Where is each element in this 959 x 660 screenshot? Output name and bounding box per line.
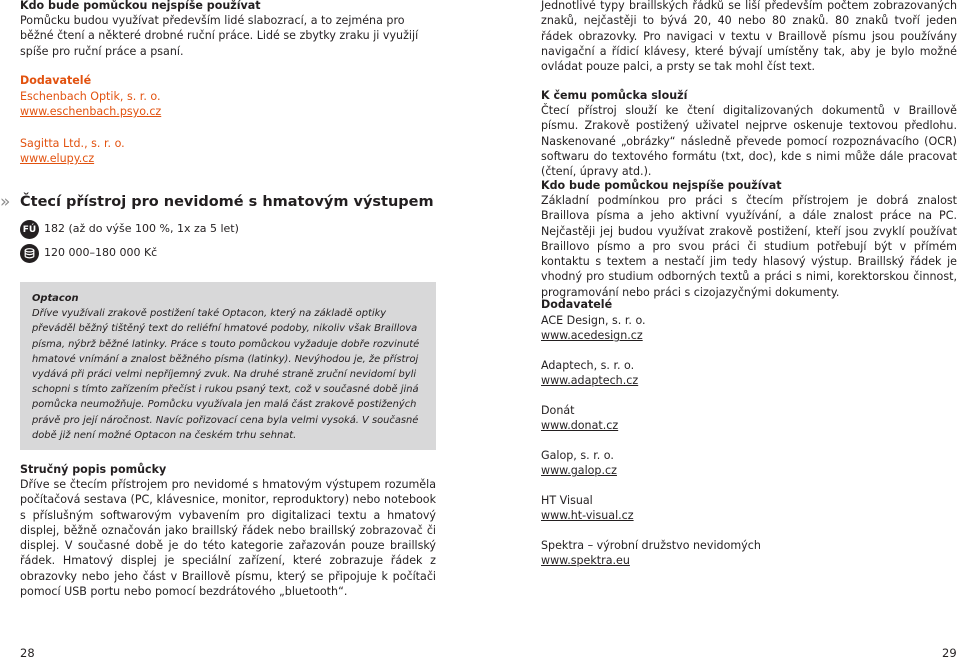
box-text: Dříve využívali zrakově postižení také Optacon, který na základě optiky převáděl běžný tištěný text do reliéfní hmatové podoby, nikoliv však Braillova písma, nýbrž běžné latinky. Práce s touto pomůckou vyžaduje dobře rozvinuté hmatové vnímání a znalost běžného písma (latinky). Nevýhodou je, že přístroj vydává při práci velmi nepříjemný zvuk. Na druhé straně zruční nevidomí byli schopni s tímto zařízením přečíst i rukou psaný text, což v současné době jiná pomůcka neumožňuje. Pomůcku využívala jen malá část zrakově postižených právě pro její náročnost. Navíc pořizovací cena byla velmi vysoká. V současné době již není možné Optacon na českém trhu sehnat.	[32, 308, 420, 441]
supplier-name: Sagitta Ltd., s. r. o.	[20, 137, 125, 150]
supplier-link[interactable]: www.adaptech.cz	[541, 374, 639, 387]
supplier-link[interactable]: www.donat.cz	[541, 419, 619, 432]
left-suppliers-title: Dodavatelé	[20, 74, 92, 87]
description-title: Stručný popis pomůcky	[20, 463, 167, 476]
supplier-name: ACE Design, s. r. o.	[541, 314, 646, 327]
supplier-link[interactable]: www.ht-visual.cz	[541, 509, 634, 522]
supplier-link[interactable]: www.elupy.cz	[20, 152, 95, 165]
left-suitability-title: Kdo bude pomůckou nejspíše používat	[20, 0, 261, 12]
supplier-link[interactable]: www.eschenbach.psyo.cz	[20, 105, 162, 118]
optacon-box	[20, 282, 436, 450]
right-suitability-title: Kdo bude pomůckou nejspíše používat	[541, 179, 782, 192]
purpose-title: K čemu pomůcka slouží	[541, 89, 688, 102]
price-text: 120 000–180 000 Kč	[44, 246, 158, 259]
intro-text: Jednotlivé typy braillských řádků se liší především počtem zobrazovaných znaků, nejčastěji to bývá 20, 40 nebo 80 znaků. 80 znaků tvoří jeden řádek obrazovky. Pro navigaci v textu v Braillově písmu jsou používány navigační a řídicí klávesy, které bývají umístěny tak, aby je bylo možné ovládat pouze palci, a prsty se tak mohl číst text.	[541, 0, 957, 74]
supplier-link[interactable]: www.spektra.eu	[541, 554, 630, 567]
purpose-text: Čtecí přístroj slouží ke čtení digitalizovaných dokumentů v Braillově písmu. Zrakově postižený uživatel nejprve oskenuje textovou předlohu. Naskenované „obrázky“ následně převede pomocí rozpoznávacího (OCR) softwaru do textového formátu (txt, doc), kde s nimi může dále pracovat (čtení, úpravy atd.).	[541, 104, 957, 179]
right-suitability-text: Základní podmínkou pro práci s čtecím přístrojem je dobrá znalost Braillova písma a jeho aktivní využívání, a dále znalost práce na PC. Nejčastěji jej budou využívat zrakově postižení, kteří jsou zvyklí používat Braillovo písmo a pro svou práci či studium potřebují být v přímém kontaktu s textem a nestačí jim tedy hlasový výstup. Braillský řádek je vhodný pro studium odborných textů a práci s nimi, korektorskou činnost, programování nebo práci s cizojazyčnými dokumenty.	[541, 194, 957, 299]
product-title: Čtecí přístroj pro nevidomé s hmatovým výstupem	[20, 194, 434, 210]
supplier-name: Eschenbach Optik, s. r. o.	[20, 90, 161, 103]
supplier-name: HT Visual	[541, 494, 593, 507]
page-number-right: 29	[942, 646, 957, 660]
left-suitability-text: Pomůcku budou využívat především lidé slabozrací, a to zejména pro běžné čtení a některé drobné ruční práce. Lidé se zbytky zraku ji využijí spíše pro ruční práce a psaní.	[20, 14, 419, 58]
fu-text: 182 (až do výše 100 %, 1x za 5 let)	[44, 222, 239, 235]
supplier-name: Spektra – výrobní družstvo nevidomých	[541, 539, 761, 552]
supplier-name: Donát	[541, 404, 575, 417]
page-number-left: 28	[20, 646, 35, 660]
box-title: Optacon	[32, 293, 79, 304]
chevron-icon: »	[0, 192, 8, 212]
fu-badge-icon: FÚ	[20, 220, 39, 239]
supplier-name: Galop, s. r. o.	[541, 449, 614, 462]
supplier-link[interactable]: www.acedesign.cz	[541, 329, 643, 342]
supplier-name: Adaptech, s. r. o.	[541, 359, 635, 372]
supplier-link[interactable]: www.galop.cz	[541, 464, 617, 477]
coins-icon	[20, 244, 39, 263]
right-suppliers-title: Dodavatelé	[541, 298, 613, 311]
description-text: Dříve se čtecím přístrojem pro nevidomé s hmatovým výstupem rozuměla počítačová sestava (PC, klávesnice, monitor, reproduktory) nebo notebook s příslušným softwarovým vybavením pro digitalizaci textu a hmatový displej, běžně označován jako braillský řádek nebo braillský zobrazovač či displej. V současné době je do této kategorie zařazován pouze braillský řádek. Hmatový displej je speciální zařízení, které zobrazuje řádek z obrazovky nebo jeho část v Braillově písmu, který se připojuje k počítači pomocí USB portu nebo pomocí bezdrátového „bluetooth“.	[20, 478, 436, 599]
